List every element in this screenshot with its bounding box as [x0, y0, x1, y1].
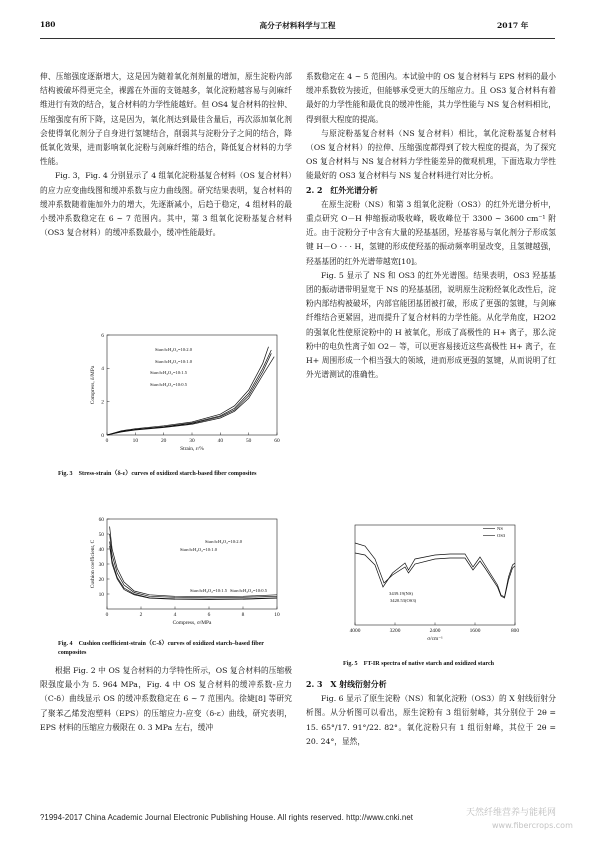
series-label: Starch:H₂O₂=10:1.0	[155, 359, 193, 364]
x-tick-label: 10	[132, 438, 139, 444]
figure-4	[85, 513, 285, 633]
figure-4-caption	[58, 640, 290, 658]
y-tick-label: 0	[101, 432, 104, 439]
y-tick-label: 10	[98, 591, 104, 598]
figure-3-caption	[58, 470, 288, 479]
section-2-2-heading: 2. 2 红外光谱分析	[306, 185, 378, 195]
x-tick-label: 2400	[429, 628, 441, 634]
figure-3	[85, 327, 285, 461]
left-column-bottom	[40, 664, 292, 735]
page-number: 180	[40, 20, 56, 29]
annotation-ns: 3439.19(NS)	[389, 591, 413, 596]
y-tick-label: 60	[98, 516, 104, 523]
fig5-chart	[345, 520, 525, 650]
header-rule	[40, 38, 555, 39]
watermark-url: www.fibercrops.com	[492, 821, 573, 830]
right-column-bottom	[306, 678, 556, 749]
left-paragraph-3: 根据 Fig. 2 中 OS 复合材料的力学特性所示，OS 复合材料的压缩极限强度最小为 5. 964 MPa，Fig. 4 中 OS 复合材料的缓冲系数-应力（C-δ）曲线显示 OS 的缓冲系数稳定在 6 ~ 7 范围内。徐婕[8] 等研究了聚苯乙烯发泡塑料（EPS）的压缩应力-应变（δ-ε）曲线，研究表明，EPS 材料的压缩应力极限在 0. 3 MPa 左右，缓冲	[40, 666, 292, 732]
right-paragraph-4: Fig. 5 显示了 NS 和 OS3 的红外光谱图。结果表明，OS3 羟基基团的振动谱带明显宽于 NS 的羟基基团，说明原生淀粉经氧化改性后，淀粉内部结构被破坏，内部官能团基团被打破，形成了更强的氢键，与剑麻纤维结合更紧固，进而提升了复合材料的力学性能。从化学角度，H2O2 的强氧化性使原淀粉中的 H 被氧化，形成了高极性的 H+ 离子，那么淀粉中的电负性离子如 O2－ 等，可以更容易接近这些高极性 H+ 离子，在 H+ 周围形成一个相当强大的领域，进而形成更强的氢键，从而说明了红外光谱测试的准确性。	[306, 270, 556, 380]
fig3-caption-text: Stress-strain（δ-ε）curves of oxidized starch-based fiber composites	[78, 471, 257, 477]
right-column	[306, 70, 556, 382]
fig4-chart	[85, 513, 285, 633]
right-paragraph-5: Fig. 6 显示了原生淀粉（NS）和氧化淀粉（OS3）的 X 射线衍射分析图。从分析图可以看出，原生淀粉有 3 组衍射峰，其分别位于 2θ = 15. 65°/17. 91°/22. 82°。氧化淀粉只有 1 组衍射峰，其位于 2θ = 20. 24°，显然，	[306, 694, 556, 746]
y-tick-label: 4	[101, 366, 104, 373]
y-tick-label: 40	[98, 546, 104, 553]
left-paragraph-2: Fig. 3，Fig. 4 分别显示了 4 组氧化淀粉基复合材料（OS 复合材料）的应力应变曲线图和缓冲系数与应力曲线图。研究结果表明，复合材料的缓冲系数随着施加外力的增大，先逐渐减小，后趋于稳定，4 组材料的最小缓冲系数稳定在 6 ~ 7 范围内。其中，第 3 组氧化淀粉基复合材料（OS3 复合材料）的缓冲系数最小，缓冲性能最好。	[40, 171, 292, 238]
y-axis-label: Compress, δ/MPa	[90, 365, 96, 405]
y-tick-label: 30	[98, 561, 104, 568]
series-label: Starch:H₂O₂=10:2.0	[205, 539, 243, 544]
series-label: Starch:H₂O₂=10:1.5	[150, 370, 188, 375]
fig3-chart	[85, 327, 285, 461]
plot-frame	[107, 519, 277, 609]
x-tick-label: 10	[274, 612, 280, 618]
x-tick-label: 0	[105, 438, 109, 444]
x-tick-label: 8	[241, 612, 245, 618]
x-tick-label: 1600	[469, 628, 481, 634]
figure-5	[345, 520, 525, 650]
x-tick-label: 40	[217, 438, 224, 444]
x-tick-label: 6	[207, 612, 211, 618]
x-tick-label: 2	[139, 612, 143, 618]
x-tick-label: 30	[189, 438, 195, 444]
fig3-caption-label: Fig. 3	[58, 471, 73, 477]
series-line	[107, 353, 271, 435]
fig5-caption-label: Fig. 5	[343, 661, 358, 667]
left-paragraph-1: 伸、压缩强度逐渐增大，这是因为随着氧化剂剂量的增加，原生淀粉内部结构被破坏得更完全，裸露在外面的支链越多，氧化淀粉越容易与剑麻纤维进行有效的结合，复合材料的力学性能越好。但 OS4 复合材料的拉伸、压缩强度有所下降，这是因为，氧化剂达到最佳含量后，再次添加氧化剂会使得氧化剂分子自身进行氢键结合，削弱其与淀粉分子之间的结合，降低氧化效果，进而影响氧化淀粉与剑麻纤维的结合，降低复合材料的力学性能。	[40, 72, 292, 167]
y-axis-label: Cushion coefficient, C	[90, 539, 96, 589]
x-tick-label: 50	[245, 438, 252, 444]
journal-year: 2017 年	[497, 21, 529, 30]
right-paragraph-3: 在原生淀粉（NS）和第 3 组氧化淀粉（OS3）的红外光谱分析中，重点研究 O－H 伸缩振动吸收峰，吸收峰位于 3300 ~ 3600 cm⁻¹ 附近。由于淀粉分子中含有大量的羟基基团，羟基容易与氧化剂分子形成氢键 H－O · · · H，氢键的形成使羟基的振动频率明显改变，且氢键越强，羟基基团的红外光谱带越宽[10]。	[306, 199, 556, 266]
x-axis-label: σ/cm⁻¹	[427, 636, 443, 642]
x-tick-label: 4	[173, 612, 177, 618]
x-tick-label: 60	[274, 438, 280, 444]
series-line	[110, 527, 277, 597]
y-tick-label: 2	[101, 399, 104, 406]
y-tick-label: 50	[98, 531, 104, 538]
right-paragraph-1: 系数稳定在 4 ~ 5 范围内。本试验中的 OS 复合材料与 EPS 材料的最小缓冲系数较为接近，但能够承受更大的压缩应力。且 OS3 复合材料有着最好的力学性能和最优良的缓冲性能，其力学性能与 NS 复合材料相比，得到很大程度的提高。	[306, 72, 556, 124]
journal-title: 高分子材料科学与工程	[259, 21, 336, 30]
fig5-caption-text: FT-IR spectra of native starch and oxidized starch	[363, 661, 495, 667]
figure-5-caption	[343, 660, 553, 669]
x-tick-label: 0	[105, 612, 109, 618]
y-tick-label: 6	[101, 332, 104, 339]
left-column	[40, 70, 292, 240]
x-tick-label: 3200	[389, 628, 401, 634]
series-line	[355, 543, 515, 598]
annotation-os3: 3420.53(OS3)	[390, 598, 417, 603]
x-tick-label: 20	[160, 438, 167, 444]
series-label: Starch:H₂O₂=10:0.5	[150, 382, 188, 387]
x-axis-label: Strain, ε/%	[180, 446, 204, 452]
watermark-cn: 天然纤维营养与能耗网	[466, 808, 557, 818]
copyright-footer: ?1994-2017 China Academic Journal Electronic Publishing House. All rights reserved. http://www.cnki.net	[40, 813, 414, 822]
x-tick-label: 4000	[349, 628, 361, 634]
legend-label: OS3	[497, 533, 506, 538]
legend-label: NS	[497, 526, 503, 531]
y-tick-label: 20	[98, 576, 104, 583]
series-label: Starch:H₂O₂=10:0.5	[230, 588, 268, 593]
right-paragraph-2: 与原淀粉基复合材料（NS 复合材料）相比，氧化淀粉基复合材料（OS 复合材料）的拉伸、压缩强度都得到了较大程度的提高，为了探究 OS 复合材料与 NS 复合材料力学性能差异的微观机理，下面选取力学性能最好的 OS3 复合材料与 NS 复合材料进行对比分析。	[306, 128, 556, 181]
section-2-3-heading: 2. 3 X 射线衍射分析	[306, 680, 387, 689]
series-line	[355, 553, 515, 597]
series-label: Starch:H₂O₂=10:1.5	[190, 588, 228, 593]
x-axis-label: Compress, σ/MPa	[172, 620, 212, 626]
x-tick-label: 800	[510, 628, 520, 634]
fig4-caption-label: Fig. 4	[58, 641, 73, 647]
series-label: Starch:H₂O₂=10:1.0	[180, 547, 218, 552]
fig4-caption-text: Cushion coefficient-strain（C-δ）curves of oxidized starch–based fiber composites	[58, 641, 264, 656]
series-label: Starch:H₂O₂=10:2.0	[155, 347, 193, 352]
